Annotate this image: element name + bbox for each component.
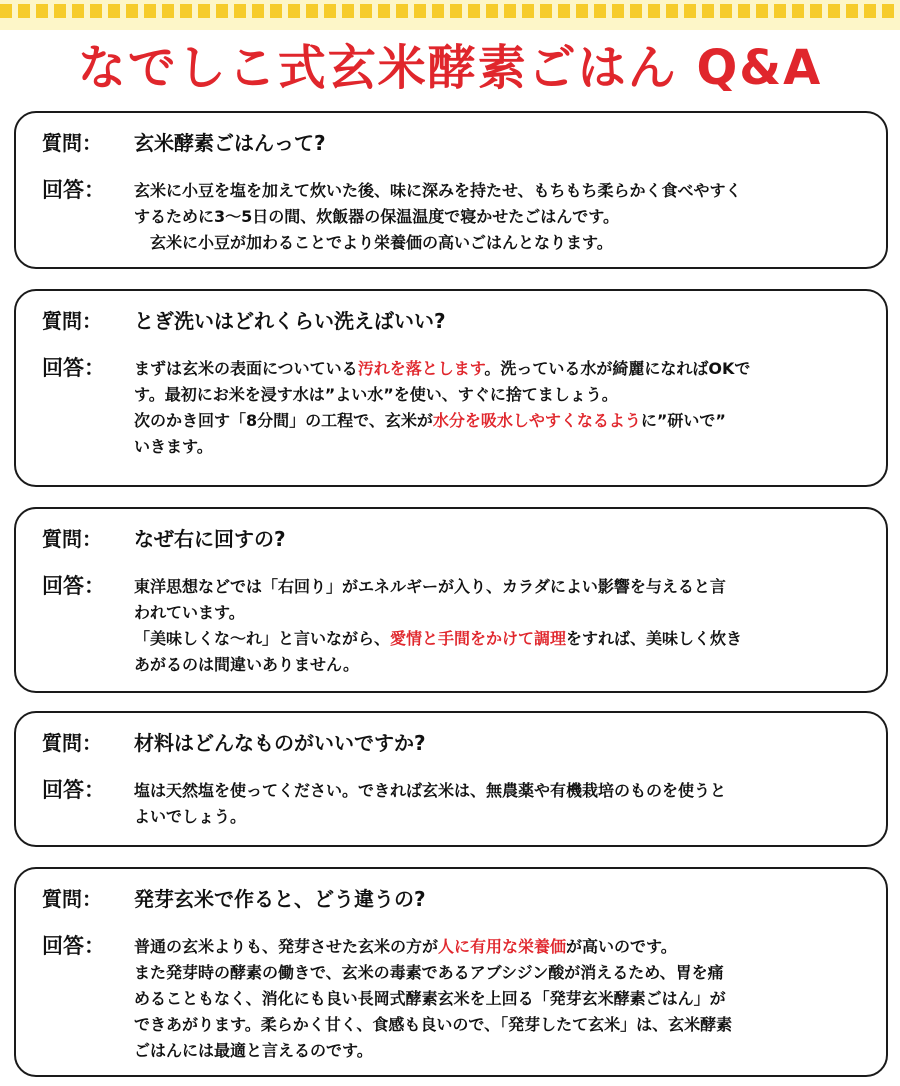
- question-label: 質問：: [42, 887, 102, 911]
- answer-line: するために3～5日の間、炊飯器の保温温度で寝かせたごはんです。: [134, 207, 619, 226]
- answer-text: [134, 574, 742, 678]
- answer-text: [134, 356, 750, 460]
- answer-label: 回答：: [42, 178, 105, 202]
- answer-line: あがるのは間違いありません。: [134, 655, 359, 674]
- highlight-text: 愛情と手間をかけて調理: [390, 629, 567, 648]
- answer-line: できあがります。柔らかく甘く、食感も良いので、「発芽したて玄米」は、玄米酵素: [134, 1015, 733, 1034]
- answer-line: 玄米に小豆が加わることでより栄養価の高いごはんとなります。: [134, 233, 613, 252]
- qa-card-1: [14, 111, 888, 269]
- answer-row: [42, 778, 862, 830]
- question-text: 玄米酵素ごはんって?: [134, 131, 326, 155]
- question-text: 材料はどんなものがいいですか?: [134, 731, 426, 755]
- answer-label: 回答：: [42, 778, 105, 802]
- question-row: [42, 727, 862, 756]
- answer-line: 「美味しくな～れ」と言いながら、愛情と手間をかけて調理をすれば、美味しく炊き: [134, 629, 743, 648]
- answer-line: 普通の玄米よりも、発芽させた玄米の方が人に有用な栄養価が高いのです。: [134, 937, 677, 956]
- question-text: 発芽玄米で作ると、どう違うの?: [134, 887, 426, 911]
- answer-row: [42, 574, 862, 678]
- answer-label: 回答：: [42, 356, 105, 380]
- page-title: なでしこ式玄米酵素ごはん Q&A: [77, 40, 823, 96]
- question-row: [42, 883, 862, 912]
- question-text: とぎ洗いはどれくらい洗えばいい?: [134, 309, 446, 333]
- answer-line: めることもなく、消化にも良い長岡式酵素玄米を上回る「発芽玄米酵素ごはん」が: [134, 989, 726, 1008]
- answer-row: [42, 178, 862, 256]
- highlight-text: 人に有用な栄養価: [438, 937, 567, 956]
- answer-text: [134, 934, 732, 1064]
- answer-line: 塩は天然塩を使ってください。できれば玄米は、無農薬や有機栽培のものを使うと: [134, 781, 727, 800]
- answer-text: [134, 178, 742, 256]
- answer-line: 東洋思想などでは「右回り」がエネルギーが入り、カラダによい影響を与えると言: [134, 577, 726, 596]
- qa-card-5: [14, 867, 888, 1077]
- answer-line: 次のかき回す「8分間」の工程で、玄米が水分を吸水しやすくなるように”研いで”: [134, 411, 726, 430]
- question-label: 質問：: [42, 131, 102, 155]
- answer-label: 回答：: [42, 934, 105, 958]
- answer-line: まずは玄米の表面についている汚れを落とします。洗っている水が綺麗になればOKで: [134, 359, 751, 378]
- question-label: 質問：: [42, 309, 102, 333]
- answer-line: また発芽時の酵素の働きで、玄米の毒素であるアブシジン酸が消えるため、胃を痛: [134, 963, 724, 982]
- answer-line: われています。: [134, 603, 245, 622]
- answer-label: 回答：: [42, 574, 105, 598]
- question-row: [42, 127, 862, 156]
- highlight-text: 水分を吸水しやすくなるよう: [432, 411, 641, 430]
- top-decorative-banner: [0, 0, 900, 30]
- answer-text: [134, 778, 726, 830]
- highlight-text: 汚れを落とします: [357, 359, 485, 378]
- answer-row: [42, 934, 862, 1064]
- question-label: 質問：: [42, 731, 102, 755]
- answer-row: [42, 356, 862, 460]
- question-label: 質問：: [42, 527, 102, 551]
- answer-line: 玄米に小豆を塩を加えて炊いた後、味に深みを持たせ、もちもち柔らかく食べやすく: [134, 181, 742, 200]
- question-text: なぜ右に回すの?: [134, 527, 286, 551]
- qa-card-4: [14, 711, 888, 847]
- question-row: [42, 523, 862, 552]
- qa-card-3: [14, 507, 888, 693]
- qa-card-2: [14, 289, 888, 487]
- answer-line: いきます。: [134, 437, 213, 456]
- answer-line: よいでしょう。: [134, 807, 247, 826]
- answer-line: ごはんには最適と言えるのです。: [134, 1041, 373, 1060]
- answer-line: す。最初にお米を浸す水は”よい水”を使い、すぐに捨てましょう。: [134, 385, 618, 404]
- question-row: [42, 305, 862, 334]
